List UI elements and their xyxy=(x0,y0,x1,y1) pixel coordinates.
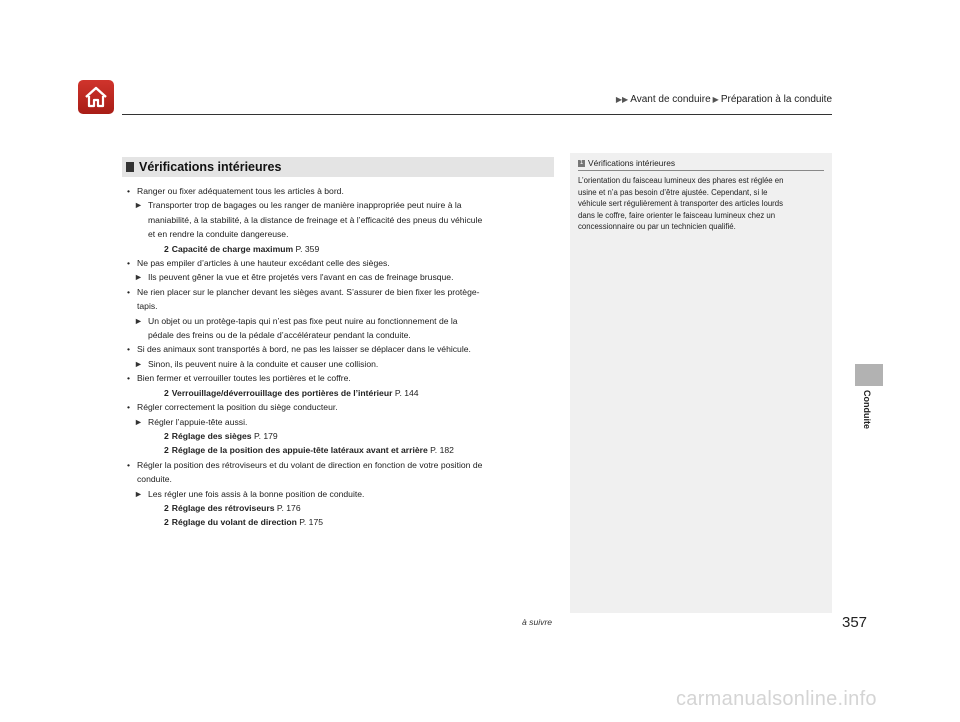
sub-bullet-item xyxy=(126,314,556,343)
sidebar-heading xyxy=(578,158,675,168)
bullet-item xyxy=(126,371,556,385)
cross-reference-link[interactable] xyxy=(126,501,556,515)
bullet-dot-icon: • xyxy=(127,459,131,470)
reference-title: Verrouillage/déverrouillage des portières de l’intérieur xyxy=(171,387,393,398)
breadcrumb-arrow-icon: ▶▶ xyxy=(615,95,629,104)
breadcrumb-item-2[interactable]: Préparation à la conduite xyxy=(720,94,832,105)
bullet-text: Régler la position des rétroviseurs et du volant de direction en fonction de votre position de xyxy=(137,459,483,470)
sub-bullet-text: et en rendre la conduite dangereuse. xyxy=(148,229,289,240)
cross-reference-link[interactable] xyxy=(126,242,556,256)
bullet-text: Ne pas empiler d’articles à une hauteur excédant celle des sièges. xyxy=(137,258,390,269)
reference-arrow-icon: 2 xyxy=(164,517,169,528)
bullet-item xyxy=(126,458,556,487)
sub-bullet-text: Les régler une fois assis à la bonne position de conduite. xyxy=(148,488,365,499)
sub-bullet-arrow-icon: ► xyxy=(134,315,143,326)
breadcrumb xyxy=(616,94,832,105)
reference-page: P. 359 xyxy=(293,243,320,254)
bullet-dot-icon: • xyxy=(127,373,131,384)
sidebar-text xyxy=(578,175,824,233)
bullet-text: conduite. xyxy=(137,474,172,485)
watermark: carmanualsonline.info xyxy=(676,688,877,710)
main-content xyxy=(126,184,556,530)
sidebar-note xyxy=(570,153,832,613)
reference-arrow-icon: 2 xyxy=(164,387,169,398)
bullet-dot-icon: • xyxy=(127,286,131,297)
note-number-icon: 1 xyxy=(579,159,584,166)
reference-arrow-icon: 2 xyxy=(164,502,169,513)
bullet-text: tapis. xyxy=(137,301,158,312)
home-icon xyxy=(83,85,109,109)
reference-arrow-icon: 2 xyxy=(164,445,169,456)
sub-bullet-item xyxy=(126,198,556,241)
reference-title: Réglage des sièges xyxy=(171,430,252,441)
reference-title: Réglage des rétroviseurs xyxy=(171,502,275,513)
reference-page: P. 179 xyxy=(251,430,278,441)
section-title: Vérifications intérieures xyxy=(139,160,282,174)
sidebar-rule xyxy=(578,170,824,171)
sub-bullet-text: Ils peuvent gêner la vue et être projetés vers l'avant en cas de freinage brusque. xyxy=(148,272,454,283)
sub-bullet-arrow-icon: ► xyxy=(134,488,143,499)
sub-bullet-item xyxy=(126,357,556,371)
continue-note: à suivre xyxy=(522,617,553,627)
reference-page: P. 144 xyxy=(392,387,419,398)
sub-bullet-text: maniabilité, à la stabilité, à la distance de freinage et à l’efficacité des pneus du véhicule xyxy=(148,214,483,225)
bullet-text: Bien fermer et verrouiller toutes les portières et le coffre. xyxy=(137,373,351,384)
reference-title: Réglage de la position des appuie-tête latéraux avant et arrière xyxy=(171,445,428,456)
cross-reference-link[interactable] xyxy=(126,443,556,457)
reference-page: P. 176 xyxy=(274,502,301,513)
sidebar-text-line: L’orientation du faisceau lumineux des phares est réglée en xyxy=(578,176,784,185)
section-square-icon xyxy=(126,162,134,172)
sub-bullet-item xyxy=(126,270,556,284)
sidebar-text-line: usine et n’a pas besoin d’être ajustée. Cependant, si le xyxy=(578,187,768,197)
section-header xyxy=(122,157,554,177)
sidebar-heading-text: Vérifications intérieures xyxy=(588,158,676,168)
sub-bullet-item xyxy=(126,487,556,501)
sub-bullet-text: Transporter trop de bagages ou les ranger de manière inappropriée peut nuire à la xyxy=(148,200,462,211)
bullet-dot-icon: • xyxy=(127,344,131,355)
sidebar-text-line: dans le coffre, faire orienter le faisceau lumineux chez un xyxy=(578,210,776,220)
bullet-text: Ranger ou fixer adéquatement tous les articles à bord. xyxy=(137,186,344,196)
reference-page: P. 175 xyxy=(296,517,324,528)
reference-arrow-icon: 2 xyxy=(164,430,169,441)
bullet-item xyxy=(126,285,556,314)
chapter-tab[interactable] xyxy=(855,364,883,386)
reference-page: P. 182 xyxy=(427,445,454,456)
cross-reference-link[interactable] xyxy=(126,429,556,443)
cross-reference-link[interactable] xyxy=(126,515,556,529)
bullet-text: Ne rien placer sur le plancher devant les sièges avant. S’assurer de bien fixer les protège- xyxy=(137,286,480,297)
bullet-dot-icon: • xyxy=(127,258,131,269)
sub-bullet-text: Régler l’appuie-tête aussi. xyxy=(148,416,248,427)
bullet-text: Si des animaux sont transportés à bord, ne pas les laisser se déplacer dans le véhicule. xyxy=(137,344,471,355)
chapter-tab-label: Conduite xyxy=(862,390,872,429)
sub-bullet-arrow-icon: ► xyxy=(134,416,143,427)
home-button[interactable] xyxy=(78,80,114,114)
breadcrumb-item-1[interactable]: Avant de conduire xyxy=(630,94,711,105)
sub-bullet-arrow-icon: ► xyxy=(134,200,143,211)
bullet-text: Régler correctement la position du siège conducteur. xyxy=(137,402,338,413)
reference-title: Capacité de charge maximum xyxy=(171,243,294,254)
sidebar-text-line: véhicule sert régulièrement à transporter des articles lourds xyxy=(578,199,783,209)
sub-bullet-text: Un objet ou un protège-tapis qui n’est pas fixe peut nuire au fonctionnement de la xyxy=(148,315,458,326)
header-rule xyxy=(122,114,832,115)
cross-reference-link[interactable] xyxy=(126,386,556,400)
reference-arrow-icon: 2 xyxy=(164,243,169,254)
bullet-dot-icon: • xyxy=(127,186,131,196)
page-number: 357 xyxy=(842,614,868,631)
sub-bullet-text: pédale des freins ou de la pédale d’accélérateur pendant la conduite. xyxy=(148,330,411,341)
reference-title: Réglage du volant de direction xyxy=(171,517,297,528)
sidebar-text-line: concessionnaire ou par un technicien qualifié. xyxy=(578,222,736,232)
bullet-item xyxy=(126,256,556,270)
bullet-item xyxy=(126,400,556,414)
sub-bullet-arrow-icon: ► xyxy=(134,358,143,369)
bullet-item xyxy=(126,184,556,198)
breadcrumb-arrow-icon: ▶ xyxy=(712,95,719,104)
sub-bullet-text: Sinon, ils peuvent nuire à la conduite et causer une collision. xyxy=(148,358,379,369)
bullet-dot-icon: • xyxy=(127,402,131,413)
sub-bullet-arrow-icon: ► xyxy=(134,272,143,283)
bullet-item xyxy=(126,342,556,356)
sub-bullet-item xyxy=(126,415,556,429)
